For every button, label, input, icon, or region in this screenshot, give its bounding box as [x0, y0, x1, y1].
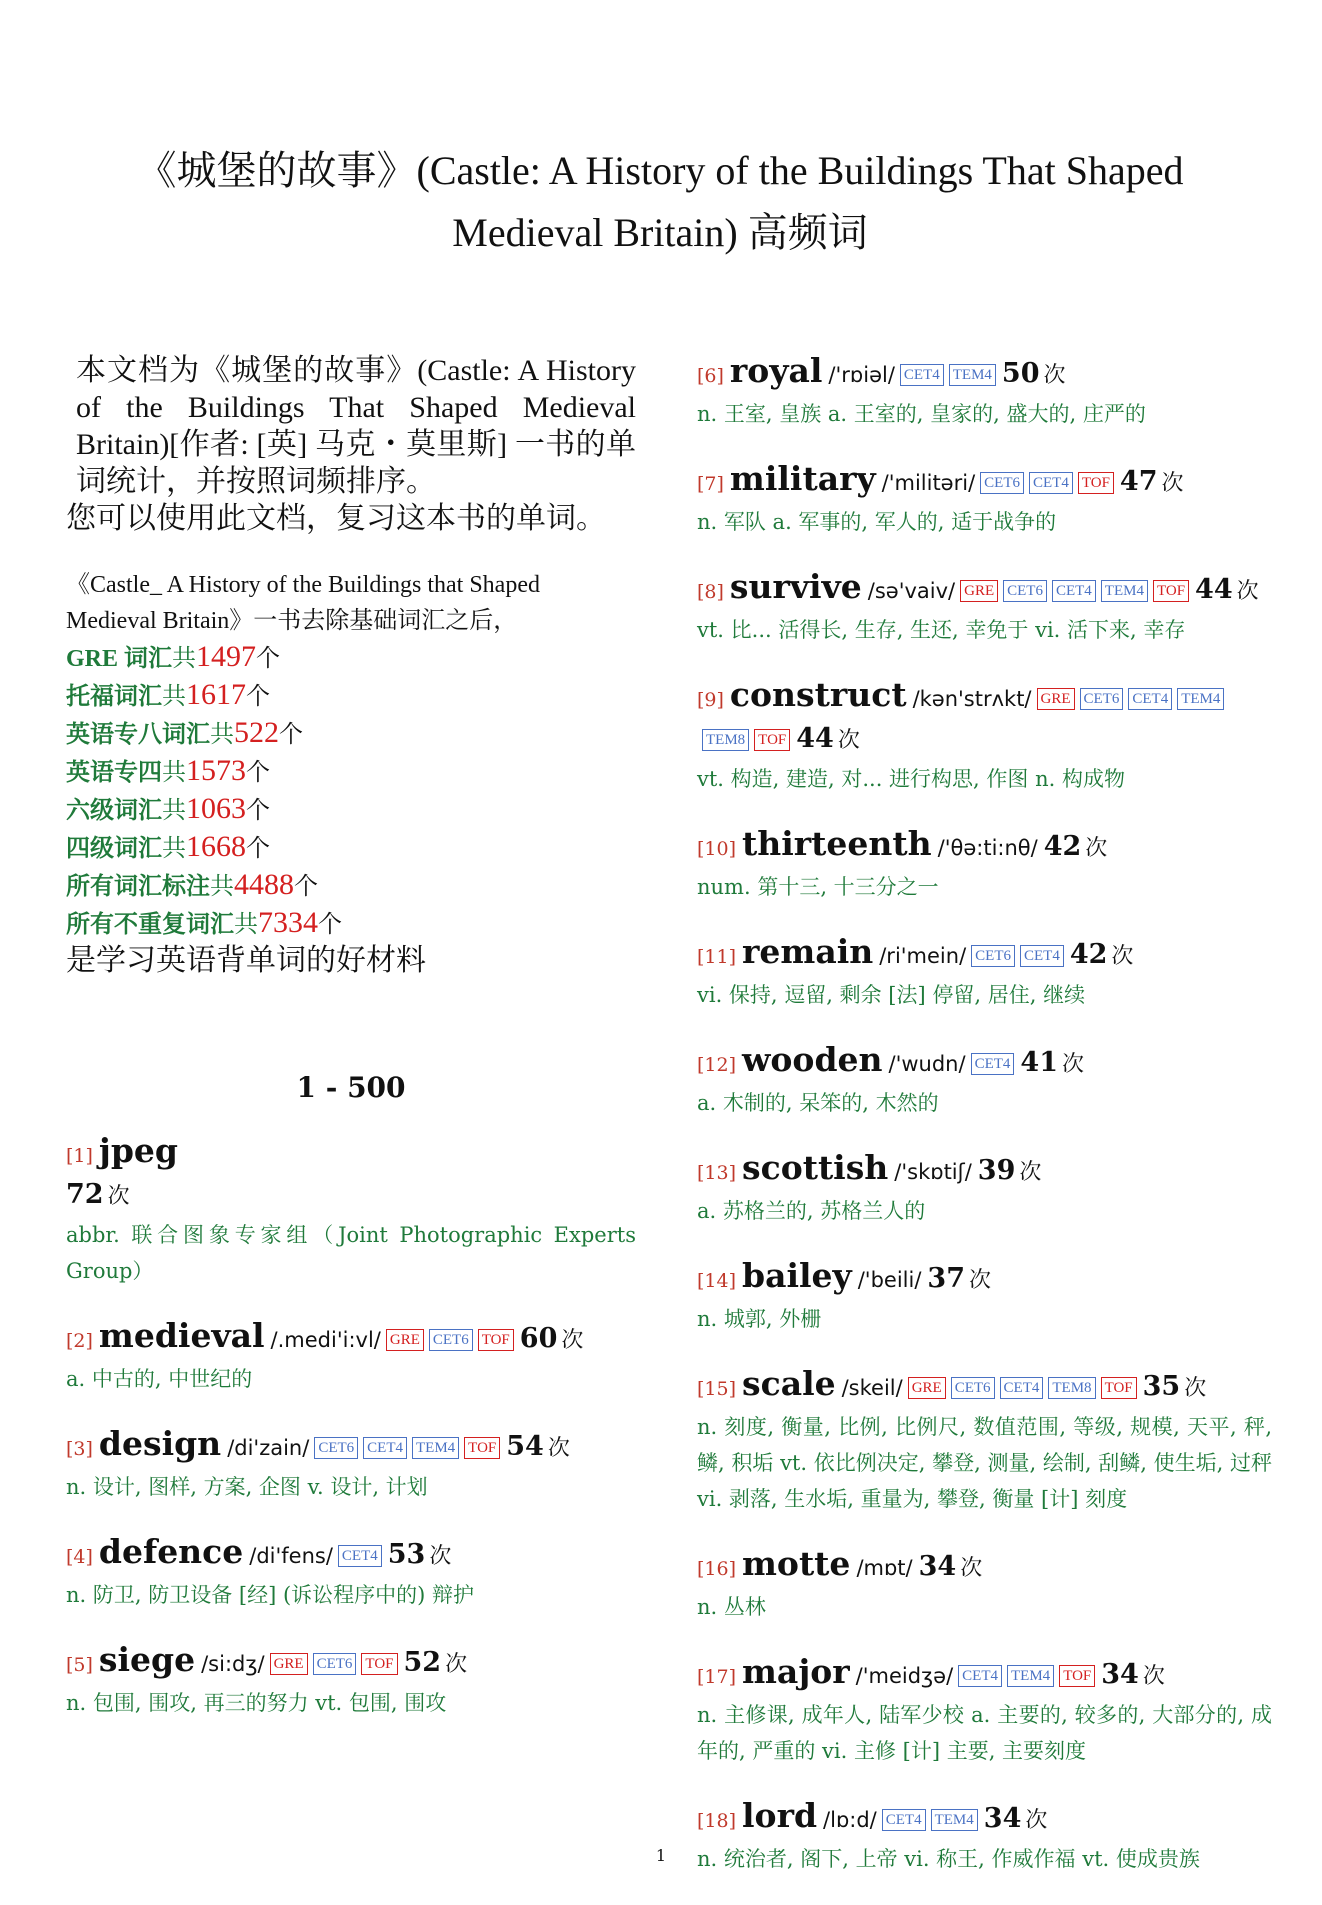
stat-value: 522: [234, 716, 279, 749]
entry-index: [5]: [66, 1654, 93, 1676]
exam-tag: CET6: [980, 472, 1024, 494]
entry-header: [697, 568, 1272, 612]
entry-index: [18]: [697, 1810, 737, 1832]
exam-tag: CET4: [900, 364, 944, 386]
entry-count: 47: [1119, 466, 1158, 497]
entry-phonetic: /'militəri/: [881, 471, 976, 495]
exam-tag: CET4: [971, 1053, 1015, 1075]
word-entry: [697, 676, 1272, 797]
entry-header: [697, 352, 1272, 396]
entry-definition: n. 主修课, 成年人, 陆军少校 a. 主要的, 较多的, 大部分的, 成年的, 严重的 vi. 主修 [计] 主要, 主要刻度: [697, 1703, 1272, 1763]
exam-tag: CET6: [314, 1437, 358, 1459]
exam-tag: CET4: [363, 1437, 407, 1459]
entry-definition: n. 刻度, 衡量, 比例, 比例尺, 数值范围, 等级, 规模, 天平, 秤, 鳞, 积垢 vt. 依比例决定, 攀登, 测量, 绘制, 刮鳞, 使生垢, 过秤 vi. 剥落, 生水垢, 重量为, 攀登, 衡量 [计] 刻度: [697, 1415, 1272, 1511]
word-entry: [697, 1149, 1272, 1229]
stat-label: 所有不重复词汇: [66, 912, 234, 938]
entry-definition: a. 苏格兰的, 苏格兰人的: [697, 1199, 926, 1223]
entry-header: [697, 1041, 1272, 1085]
entry-word: design: [98, 1424, 222, 1463]
stat-unit: 个: [256, 646, 281, 672]
entries-right: [697, 352, 1272, 1877]
entry-definition: n. 丛林: [697, 1595, 766, 1619]
entry-header: [697, 1797, 1272, 1841]
entry-count: 44: [796, 723, 834, 754]
exam-tag: TOF: [1078, 472, 1114, 494]
entry-header: [697, 933, 1272, 977]
entry-count: 53: [387, 1539, 426, 1570]
stat-label: GRE 词汇: [66, 646, 173, 672]
entry-word: siege: [98, 1640, 196, 1679]
exam-tag: TEM4: [1177, 688, 1224, 710]
exam-tag: CET4: [1052, 580, 1096, 602]
exam-tag: CET6: [951, 1377, 995, 1399]
entry-header: [697, 1653, 1272, 1697]
stat-suffix: 共: [234, 912, 258, 938]
stat-unit: 个: [246, 798, 270, 824]
stat-row: [66, 867, 636, 905]
stat-suffix: 共: [172, 646, 197, 672]
stat-suffix: 共: [162, 836, 186, 862]
entry-count: 72: [66, 1179, 104, 1210]
entry-header: [697, 825, 1272, 869]
entry-index: [1]: [66, 1145, 93, 1167]
entry-count: 42: [1069, 939, 1108, 970]
word-entry: [697, 352, 1272, 432]
stat-value: 1497: [196, 640, 257, 673]
entry-word: survive: [729, 567, 862, 606]
entry-definition: n. 设计, 图样, 方案, 企图 v. 设计, 计划: [66, 1475, 428, 1499]
entry-definition: n. 防卫, 防卫设备 [经] (诉讼程序中的) 辩护: [66, 1583, 475, 1607]
stat-unit: 个: [318, 912, 342, 938]
entry-phonetic: /skeil/: [841, 1376, 903, 1400]
entry-count: 34: [918, 1551, 957, 1582]
exam-tag: CET4: [882, 1809, 926, 1831]
entry-count: 35: [1142, 1371, 1181, 1402]
stat-value: 1063: [186, 792, 246, 825]
vocabulary-summary: [66, 567, 636, 979]
entry-definition: vi. 保持, 逗留, 剩余 [法] 停留, 居住, 继续: [697, 983, 1086, 1007]
entry-index: [9]: [697, 689, 724, 711]
stat-unit: 个: [246, 836, 270, 862]
exam-tag: TEM4: [931, 1809, 978, 1831]
entry-index: [3]: [66, 1438, 93, 1460]
stat-value: 4488: [234, 868, 294, 901]
entry-count: 34: [1101, 1659, 1139, 1690]
entry-header: [66, 1317, 636, 1361]
stat-label: 所有词汇标注: [66, 874, 210, 900]
entry-definition: n. 包围, 围攻, 再三的努力 vt. 包围, 围攻: [66, 1691, 447, 1715]
exam-tag: TOF: [1059, 1665, 1095, 1687]
stat-row: [66, 677, 636, 715]
page-title: 《城堡的故事》(Castle: A History of the Buildings That Shaped Medieval Britain) 高频词: [136, 148, 1184, 255]
entry-count-unit: 次: [837, 728, 860, 753]
stat-unit: 个: [294, 874, 318, 900]
entry-count-unit: 次: [1062, 1052, 1085, 1077]
entry-count: 42: [1043, 831, 1082, 862]
word-entry: [697, 1257, 1272, 1337]
entry-index: [2]: [66, 1330, 93, 1352]
entry-definition: n. 王室, 皇族 a. 王室的, 皇家的, 盛大的, 庄严的: [697, 402, 1146, 426]
word-entry: [66, 1533, 636, 1613]
entry-header: [66, 1641, 636, 1685]
stat-suffix: 共: [210, 722, 234, 748]
exam-tag: CET4: [1000, 1377, 1044, 1399]
entry-count-unit: 次: [547, 1436, 570, 1461]
entry-count-unit: 次: [1025, 1808, 1048, 1833]
entry-word: lord: [742, 1796, 818, 1835]
entry-header: [697, 460, 1272, 504]
stat-label: 四级词汇: [66, 836, 162, 862]
exam-tag: TEM4: [949, 364, 996, 386]
entry-count-unit: 次: [960, 1556, 983, 1581]
word-entry: [66, 1132, 636, 1289]
exam-tag: CET6: [1080, 688, 1124, 710]
word-entry: [66, 1317, 636, 1397]
entry-header: [697, 1545, 1272, 1589]
entry-phonetic: /'skɒtiʃ/: [894, 1160, 972, 1184]
stat-label: 英语专四: [66, 760, 162, 786]
entry-header: [697, 1257, 1272, 1301]
entry-word: remain: [742, 932, 874, 971]
entry-count: 39: [977, 1155, 1016, 1186]
word-entry: [697, 568, 1272, 648]
entry-phonetic: /.medi'i:vl/: [270, 1328, 381, 1352]
entry-count-unit: 次: [107, 1184, 130, 1209]
intro-paragraph-1: 本文档为《城堡的故事》(Castle: A History of the Buildings That Shaped Medieval Britain)[作者: [英] 马克・莫里斯] 一书的单词统计，并按照词频排序。: [76, 354, 636, 498]
entry-count-unit: 次: [1236, 579, 1259, 604]
entry-header: [697, 1149, 1272, 1193]
entry-word: scale: [742, 1364, 836, 1403]
entry-index: [13]: [697, 1162, 737, 1184]
entry-phonetic: /kən'strʌkt/: [912, 687, 1032, 711]
entry-count-unit: 次: [1085, 836, 1108, 861]
entry-phonetic: /'rɒiəl/: [828, 363, 895, 387]
exam-tag: CET4: [338, 1545, 382, 1567]
exam-tag: TEM4: [412, 1437, 459, 1459]
entry-phonetic: /'wudn/: [888, 1052, 966, 1076]
entry-index: [14]: [697, 1270, 737, 1292]
entry-word: thirteenth: [742, 824, 932, 863]
exam-tag: TEM8: [1048, 1377, 1095, 1399]
entry-header: [66, 1533, 636, 1577]
entry-count: 54: [506, 1431, 544, 1462]
stat-value: 1668: [186, 830, 246, 863]
entry-definition: n. 城郭, 外栅: [697, 1307, 822, 1331]
stat-label: 英语专八词汇: [66, 722, 210, 748]
exam-tag: TOF: [754, 729, 790, 751]
stat-row: [66, 715, 636, 753]
exam-tag: GRE: [386, 1329, 424, 1351]
entry-index: [12]: [697, 1054, 737, 1076]
entry-index: [15]: [697, 1378, 737, 1400]
summary-closing: 是学习英语背单词的好材料: [66, 944, 426, 977]
word-entry: [697, 460, 1272, 540]
entry-count-unit: 次: [1043, 363, 1066, 388]
exam-tag: CET6: [429, 1329, 473, 1351]
entry-count: 34: [983, 1803, 1022, 1834]
intro-paragraph-2: 您可以使用此文档，复习这本书的单词。: [66, 502, 606, 535]
exam-tag: CET6: [1003, 580, 1047, 602]
entry-word: wooden: [742, 1040, 883, 1079]
stat-row: [66, 791, 636, 829]
entry-word: medieval: [98, 1316, 265, 1355]
entry-count-unit: 次: [1142, 1664, 1165, 1689]
entry-count-unit: 次: [1184, 1376, 1207, 1401]
stat-suffix: 共: [162, 798, 186, 824]
entry-word: major: [742, 1652, 850, 1691]
entry-count-unit: 次: [445, 1652, 468, 1677]
entry-phonetic: /di'zain/: [227, 1436, 310, 1460]
entry-count: 50: [1001, 358, 1040, 389]
entry-count: 52: [403, 1647, 442, 1678]
entry-definition: vt. 比... 活得长, 生存, 生还, 幸免于 vi. 活下来, 幸存: [697, 618, 1186, 642]
stat-suffix: 共: [162, 684, 186, 710]
word-entry: [697, 1797, 1272, 1877]
summary-lead: 《Castle_ A History of the Buildings that Shaped Medieval Britain》一书去除基础词汇之后，: [66, 572, 540, 634]
entry-definition: a. 中古的, 中世纪的: [66, 1367, 253, 1391]
stat-label: 托福词汇: [66, 684, 162, 710]
entry-word: defence: [98, 1532, 244, 1571]
stat-unit: 个: [246, 760, 270, 786]
exam-tag: TOF: [1101, 1377, 1137, 1399]
entry-count-unit: 次: [561, 1328, 584, 1353]
exam-tag: TEM4: [1101, 580, 1148, 602]
entry-word: motte: [742, 1544, 851, 1583]
entry-phonetic: /sə'vaiv/: [867, 579, 956, 603]
stat-value: 7334: [258, 906, 318, 939]
exam-tag: TEM8: [702, 729, 749, 751]
stat-unit: 个: [279, 722, 303, 748]
stat-unit: 个: [246, 684, 270, 710]
entry-index: [4]: [66, 1546, 93, 1568]
stat-row: [66, 639, 636, 677]
stat-suffix: 共: [210, 874, 234, 900]
entry-definition: n. 军队 a. 军事的, 军人的, 适于战争的: [697, 510, 1057, 534]
entry-definition: abbr. 联合图象专家组（Joint Photographic Experts Group）: [66, 1223, 636, 1283]
word-entry: [697, 1653, 1272, 1769]
entry-header: [697, 676, 1272, 761]
exam-tag: CET6: [313, 1653, 357, 1675]
exam-tag: TOF: [361, 1653, 397, 1675]
exam-tag: GRE: [908, 1377, 946, 1399]
entry-definition: n. 统治者, 阁下, 上帝 vi. 称王, 作威作福 vt. 使成贵族: [697, 1847, 1200, 1871]
left-column: [66, 352, 636, 1749]
entry-word: bailey: [742, 1256, 852, 1295]
exam-tag: GRE: [1037, 688, 1075, 710]
word-entry: [697, 1365, 1272, 1517]
entry-word: scottish: [742, 1148, 889, 1187]
entry-count-unit: 次: [968, 1268, 991, 1293]
entry-index: [10]: [697, 838, 737, 860]
entry-phonetic: /lɒ:d/: [823, 1808, 877, 1832]
entries-left: [66, 1132, 636, 1721]
range-heading: 1 - 500: [296, 1071, 406, 1104]
stat-label: 六级词汇: [66, 798, 162, 824]
stat-row: [66, 753, 636, 791]
entry-word: royal: [729, 351, 823, 390]
entry-word: construct: [729, 675, 907, 714]
exam-tag: CET4: [1128, 688, 1172, 710]
entry-phonetic: /ri'mein/: [879, 944, 967, 968]
word-entry: [66, 1641, 636, 1721]
entry-count-unit: 次: [1019, 1160, 1042, 1185]
entry-index: [7]: [697, 473, 724, 495]
exam-tag: TOF: [1153, 580, 1189, 602]
entry-word: military: [729, 459, 876, 498]
entry-count-unit: 次: [1161, 471, 1184, 496]
entry-count-unit: 次: [1111, 944, 1134, 969]
exam-tag: TEM4: [1007, 1665, 1054, 1687]
entry-phonetic: /'meidʒə/: [855, 1664, 954, 1688]
entry-definition: num. 第十三, 十三分之一: [697, 875, 939, 899]
entry-count-unit: 次: [429, 1544, 452, 1569]
entry-phonetic: /'θə:ti:nθ/: [937, 836, 1038, 860]
exam-tag: TOF: [464, 1437, 500, 1459]
exam-tag: TOF: [478, 1329, 514, 1351]
exam-tag: GRE: [270, 1653, 308, 1675]
entry-header: [697, 1365, 1272, 1409]
exam-tag: CET4: [1029, 472, 1073, 494]
stat-suffix: 共: [162, 760, 186, 786]
stat-row: [66, 829, 636, 867]
entry-index: [6]: [697, 365, 724, 387]
word-entry: [697, 1041, 1272, 1121]
intro-text: [66, 352, 636, 537]
entry-header: [66, 1425, 636, 1469]
stat-value: 1617: [186, 678, 246, 711]
entry-index: [8]: [697, 581, 724, 603]
entry-header: [66, 1132, 636, 1217]
entry-phonetic: /si:dʒ/: [201, 1652, 265, 1676]
word-entry: [697, 1545, 1272, 1625]
page-number: 1: [655, 1846, 667, 1865]
entry-index: [11]: [697, 946, 737, 968]
exam-tag: GRE: [960, 580, 998, 602]
entry-count: 41: [1020, 1047, 1058, 1078]
entry-count: 37: [927, 1263, 965, 1294]
entry-phonetic: /di'fens/: [249, 1544, 333, 1568]
entry-definition: a. 木制的, 呆笨的, 木然的: [697, 1091, 939, 1115]
right-column: [697, 352, 1272, 1905]
entry-definition: vt. 构造, 建造, 对... 进行构思, 作图 n. 构成物: [697, 767, 1125, 791]
entry-phonetic: /'beili/: [857, 1268, 922, 1292]
exam-tag: CET4: [1020, 945, 1064, 967]
exam-tag: CET4: [958, 1665, 1002, 1687]
word-entry: [697, 933, 1272, 1013]
entry-count: 60: [519, 1323, 558, 1354]
entry-index: [16]: [697, 1558, 737, 1580]
stat-row: [66, 905, 636, 943]
word-entry: [697, 825, 1272, 905]
exam-tag: CET6: [971, 945, 1015, 967]
entry-index: [17]: [697, 1666, 737, 1688]
entry-count: 44: [1195, 574, 1233, 605]
stat-value: 1573: [186, 754, 246, 787]
entry-phonetic: /mɒt/: [856, 1556, 913, 1580]
stats-list: [66, 639, 636, 943]
word-entry: [66, 1425, 636, 1505]
entry-word: jpeg: [98, 1131, 179, 1170]
